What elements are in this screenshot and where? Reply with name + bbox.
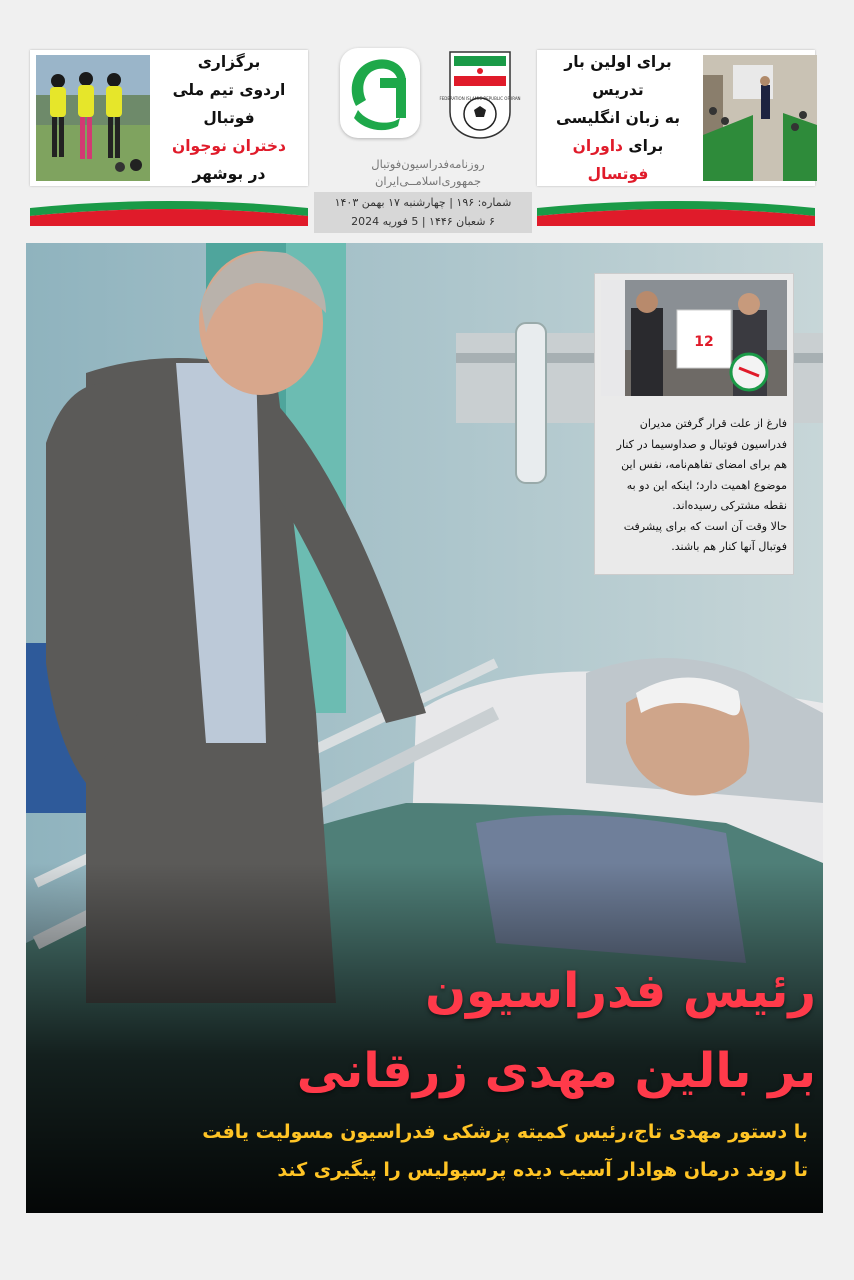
inset-caption-line: موضوع اهمیت دارد؛ اینکه این دو به — [626, 478, 787, 492]
issue-info — [314, 192, 532, 233]
flag-stripe-right — [537, 192, 815, 226]
girls-team-photo — [36, 55, 150, 181]
teaser-text — [154, 54, 304, 182]
mou-signing-photo — [601, 280, 787, 396]
teaser-line: اردوی تیم ملی فوتبال — [172, 81, 286, 127]
inset-caption-line: نقطه مشترکی رسیده‌اند. — [672, 499, 787, 512]
teaser-highlight: داوران فوتسال — [572, 137, 649, 183]
federation-logo-text: FEDERATION ISLAMIC REPUBLIC OF IRAN — [439, 96, 521, 101]
newspaper-name — [328, 156, 528, 190]
newspaper-logo[interactable] — [340, 48, 420, 138]
teaser-girls-camp[interactable] — [30, 50, 308, 186]
teaser-line — [543, 132, 693, 188]
federation-logo — [439, 50, 521, 140]
cover-story[interactable] — [26, 243, 823, 1213]
main-headline-line-1: رئیس فدراسیون — [425, 963, 816, 1019]
inset-box[interactable] — [594, 273, 794, 575]
newspaper-name-line: جمهوری‌اسلامــی‌ایران — [374, 174, 482, 188]
teaser-line: در بوشهر — [192, 165, 266, 183]
teaser-highlight: دختران نوجوان — [172, 137, 287, 155]
masthead — [328, 44, 528, 192]
inset-caption — [603, 414, 787, 558]
main-headline-line-2: بر بالین مهدی زرقانی — [296, 1043, 816, 1099]
teaser-text — [543, 54, 693, 182]
newspaper-name-line: روزنامه‌فدراسیون‌فوتبال — [371, 157, 485, 171]
teaser-line: برگزاری — [197, 53, 261, 71]
inset-caption-line: هم برای امضای تفاهم‌نامه، نفس این — [621, 458, 787, 471]
issue-hijri-gregorian-date: ۶ شعبان ۱۴۴۶ | 5 فوریه 2024 — [351, 215, 495, 228]
subheadline-line-1: با دستور مهدی تاج،رئیس کمیته پزشکی فدراسیون مسولیت یافت — [202, 1121, 808, 1143]
teaser-prefix: برای — [622, 137, 664, 155]
teaser-futsal-referees[interactable] — [537, 50, 815, 186]
issue-number-date: شماره: ۱۹۶ | چهارشنبه ۱۷ بهمن ۱۴۰۳ — [334, 196, 512, 209]
jersey-number: 12 — [694, 334, 714, 350]
teaser-line: برای اولین بار تدریس — [564, 53, 672, 99]
classroom-photo — [703, 55, 817, 181]
flag-stripe-left — [30, 192, 308, 226]
inset-caption-line: فوتبال آنها کنار هم باشند. — [671, 540, 787, 553]
inset-caption-line: فدراسیون فوتبال و صداوسیما در کنار — [616, 437, 787, 451]
inset-caption-line: فارغ از علت قرار گرفتن مدیران — [639, 417, 787, 430]
inset-caption-line: حالا وقت آن است که برای پیشرفت — [623, 519, 787, 533]
subheadline-line-2: تا روند درمان هوادار آسیب دیده پرسپولیس را پیگیری کند — [277, 1159, 808, 1181]
teaser-line: به زبان انگلیسی — [555, 109, 681, 127]
